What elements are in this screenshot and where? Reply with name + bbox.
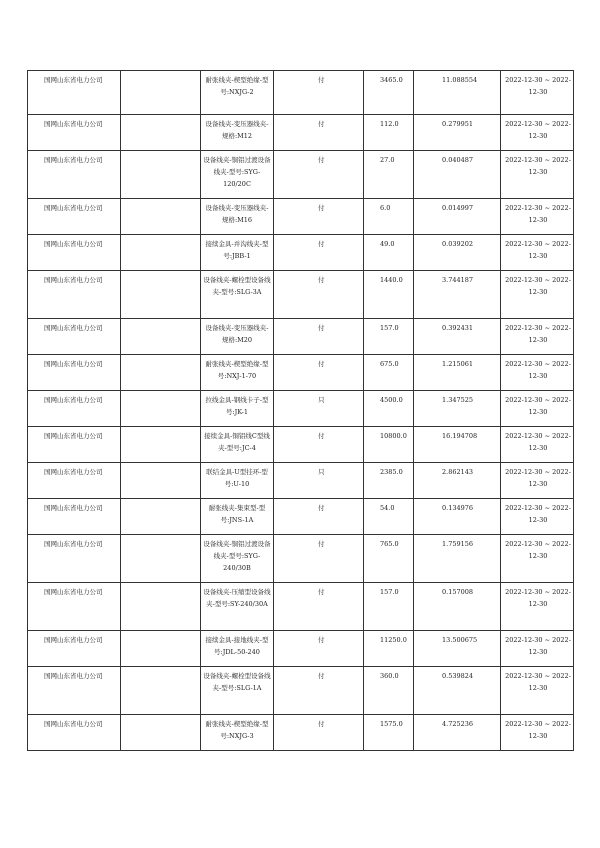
amount-cell: 2.862143 <box>414 463 501 499</box>
procurement-table <box>27 70 574 751</box>
material-name-cell: 拉线金具-钢线卡子-型号:JK-1 <box>201 391 274 427</box>
blank-cell <box>121 535 201 583</box>
date-range-text: 2022-12-30 ~ 2022-12-30 <box>505 76 571 96</box>
amount-cell: 3.744187 <box>414 271 501 319</box>
unit-cell: 只 <box>274 463 364 499</box>
material-name-cell: 设备线夹-螺栓型设备线夹-型号:SLG-3A <box>201 271 274 319</box>
blank-cell <box>121 355 201 391</box>
blank-cell <box>121 271 201 319</box>
amount-cell: 13.500675 <box>414 631 501 667</box>
date-range-cell <box>501 319 574 355</box>
date-range-text: 2022-12-30 ~ 2022-12-30 <box>505 360 571 380</box>
company-cell: 国网山东省电力公司 <box>28 235 121 271</box>
amount-cell: 0.157008 <box>414 583 501 631</box>
amount-cell: 0.014997 <box>414 199 501 235</box>
material-name-cell: 设备线夹-铜铝过渡设备线夹-型号:SYG-240/30B <box>201 535 274 583</box>
date-range-text: 2022-12-30 ~ 2022-12-30 <box>505 120 571 140</box>
company-cell: 国网山东省电力公司 <box>28 463 121 499</box>
date-range-cell <box>501 355 574 391</box>
material-name-cell: 联结金具-U型挂环-型号:U-10 <box>201 463 274 499</box>
date-range-cell <box>501 115 574 151</box>
material-name-cell: 设备线夹-变压器线夹-规格:M20 <box>201 319 274 355</box>
amount-cell: 4.725236 <box>414 715 501 751</box>
quantity-cell: 6.0 <box>364 199 414 235</box>
company-cell: 国网山东省电力公司 <box>28 271 121 319</box>
material-name-cell: 设备线夹-压缩型设备线夹-型号:SY-240/30A <box>201 583 274 631</box>
date-range-cell <box>501 583 574 631</box>
company-cell: 国网山东省电力公司 <box>28 199 121 235</box>
material-name-cell: 设备线夹-变压器线夹-规格:M16 <box>201 199 274 235</box>
unit-cell: 付 <box>274 427 364 463</box>
blank-cell <box>121 715 201 751</box>
material-name-cell: 耐张线夹-楔型绝缘-型号:NXJG-3 <box>201 715 274 751</box>
quantity-cell: 2385.0 <box>364 463 414 499</box>
date-range-text: 2022-12-30 ~ 2022-12-30 <box>505 468 571 488</box>
unit-cell: 付 <box>274 631 364 667</box>
company-cell: 国网山东省电力公司 <box>28 355 121 391</box>
date-range-text: 2022-12-30 ~ 2022-12-30 <box>505 324 571 344</box>
quantity-cell: 54.0 <box>364 499 414 535</box>
company-cell: 国网山东省电力公司 <box>28 715 121 751</box>
quantity-cell: 157.0 <box>364 319 414 355</box>
date-range-cell <box>501 391 574 427</box>
unit-cell: 付 <box>274 715 364 751</box>
table-row <box>28 199 574 235</box>
material-name-cell: 设备线夹-变压器线夹-规格:M12 <box>201 115 274 151</box>
unit-cell: 付 <box>274 355 364 391</box>
amount-cell: 1.215061 <box>414 355 501 391</box>
date-range-cell <box>501 235 574 271</box>
table-row <box>28 499 574 535</box>
date-range-cell <box>501 151 574 199</box>
table-row <box>28 667 574 715</box>
quantity-cell: 4500.0 <box>364 391 414 427</box>
company-cell: 国网山东省电力公司 <box>28 71 121 115</box>
company-cell: 国网山东省电力公司 <box>28 151 121 199</box>
unit-cell: 付 <box>274 535 364 583</box>
blank-cell <box>121 71 201 115</box>
date-range-text: 2022-12-30 ~ 2022-12-30 <box>505 504 571 524</box>
quantity-cell: 765.0 <box>364 535 414 583</box>
table-row <box>28 271 574 319</box>
date-range-text: 2022-12-30 ~ 2022-12-30 <box>505 432 571 452</box>
quantity-cell: 360.0 <box>364 667 414 715</box>
company-cell: 国网山东省电力公司 <box>28 667 121 715</box>
company-cell: 国网山东省电力公司 <box>28 427 121 463</box>
material-name-cell: 接续金具-并沟线夹-型号:JBB-1 <box>201 235 274 271</box>
date-range-text: 2022-12-30 ~ 2022-12-30 <box>505 204 571 224</box>
table-row <box>28 71 574 115</box>
amount-cell: 0.039202 <box>414 235 501 271</box>
unit-cell: 付 <box>274 583 364 631</box>
date-range-text: 2022-12-30 ~ 2022-12-30 <box>505 672 571 692</box>
blank-cell <box>121 631 201 667</box>
table-row <box>28 151 574 199</box>
table-row <box>28 715 574 751</box>
quantity-cell: 3465.0 <box>364 71 414 115</box>
blank-cell <box>121 319 201 355</box>
date-range-cell <box>501 667 574 715</box>
date-range-cell <box>501 271 574 319</box>
date-range-text: 2022-12-30 ~ 2022-12-30 <box>505 240 571 260</box>
date-range-text: 2022-12-30 ~ 2022-12-30 <box>505 720 571 740</box>
unit-cell: 付 <box>274 667 364 715</box>
amount-cell: 1.347525 <box>414 391 501 427</box>
table-body <box>28 71 574 751</box>
date-range-cell <box>501 463 574 499</box>
amount-cell: 0.279951 <box>414 115 501 151</box>
date-range-cell <box>501 535 574 583</box>
table-row <box>28 427 574 463</box>
blank-cell <box>121 199 201 235</box>
material-name-cell: 设备线夹-铜铝过渡设备线夹-型号:SYG-120/20C <box>201 151 274 199</box>
table-row <box>28 319 574 355</box>
quantity-cell: 1575.0 <box>364 715 414 751</box>
amount-cell: 16.194708 <box>414 427 501 463</box>
blank-cell <box>121 499 201 535</box>
unit-cell: 付 <box>274 199 364 235</box>
unit-cell: 付 <box>274 319 364 355</box>
table-row <box>28 235 574 271</box>
unit-cell: 付 <box>274 235 364 271</box>
company-cell: 国网山东省电力公司 <box>28 631 121 667</box>
company-cell: 国网山东省电力公司 <box>28 391 121 427</box>
quantity-cell: 10800.0 <box>364 427 414 463</box>
material-name-cell: 耐张线夹-集束型-型号:JNS-1A <box>201 499 274 535</box>
date-range-text: 2022-12-30 ~ 2022-12-30 <box>505 588 571 608</box>
unit-cell: 付 <box>274 499 364 535</box>
table-row <box>28 535 574 583</box>
procurement-table-page <box>27 70 573 751</box>
material-name-cell: 耐张线夹-楔型绝缘-型号:NXJ-1-70 <box>201 355 274 391</box>
date-range-cell <box>501 715 574 751</box>
blank-cell <box>121 463 201 499</box>
date-range-cell <box>501 71 574 115</box>
unit-cell: 付 <box>274 271 364 319</box>
amount-cell: 11.088554 <box>414 71 501 115</box>
blank-cell <box>121 151 201 199</box>
date-range-text: 2022-12-30 ~ 2022-12-30 <box>505 636 571 656</box>
date-range-cell <box>501 631 574 667</box>
amount-cell: 0.392431 <box>414 319 501 355</box>
unit-cell: 只 <box>274 391 364 427</box>
unit-cell: 付 <box>274 71 364 115</box>
material-name-cell: 接续金具-铜铝线C型线夹-型号:JC-4 <box>201 427 274 463</box>
amount-cell: 0.539824 <box>414 667 501 715</box>
amount-cell: 0.040487 <box>414 151 501 199</box>
company-cell: 国网山东省电力公司 <box>28 319 121 355</box>
blank-cell <box>121 235 201 271</box>
material-name-cell: 接续金具-接地线夹-型号:JDL-50-240 <box>201 631 274 667</box>
quantity-cell: 112.0 <box>364 115 414 151</box>
date-range-text: 2022-12-30 ~ 2022-12-30 <box>505 276 571 296</box>
table-row <box>28 463 574 499</box>
quantity-cell: 157.0 <box>364 583 414 631</box>
blank-cell <box>121 115 201 151</box>
date-range-text: 2022-12-30 ~ 2022-12-30 <box>505 156 571 176</box>
quantity-cell: 1440.0 <box>364 271 414 319</box>
blank-cell <box>121 583 201 631</box>
blank-cell <box>121 667 201 715</box>
blank-cell <box>121 427 201 463</box>
amount-cell: 1.759156 <box>414 535 501 583</box>
date-range-text: 2022-12-30 ~ 2022-12-30 <box>505 540 571 560</box>
quantity-cell: 49.0 <box>364 235 414 271</box>
company-cell: 国网山东省电力公司 <box>28 583 121 631</box>
quantity-cell: 11250.0 <box>364 631 414 667</box>
table-row <box>28 115 574 151</box>
unit-cell: 付 <box>274 151 364 199</box>
material-name-cell: 设备线夹-螺栓型设备线夹-型号:SLG-1A <box>201 667 274 715</box>
date-range-text: 2022-12-30 ~ 2022-12-30 <box>505 396 571 416</box>
unit-cell: 付 <box>274 115 364 151</box>
company-cell: 国网山东省电力公司 <box>28 535 121 583</box>
table-row <box>28 583 574 631</box>
table-row <box>28 355 574 391</box>
quantity-cell: 675.0 <box>364 355 414 391</box>
quantity-cell: 27.0 <box>364 151 414 199</box>
company-cell: 国网山东省电力公司 <box>28 499 121 535</box>
material-name-cell: 耐张线夹-楔型绝缘-型号:NXJG-2 <box>201 71 274 115</box>
blank-cell <box>121 391 201 427</box>
company-cell: 国网山东省电力公司 <box>28 115 121 151</box>
table-row <box>28 391 574 427</box>
amount-cell: 0.134976 <box>414 499 501 535</box>
date-range-cell <box>501 199 574 235</box>
table-row <box>28 631 574 667</box>
date-range-cell <box>501 499 574 535</box>
date-range-cell <box>501 427 574 463</box>
